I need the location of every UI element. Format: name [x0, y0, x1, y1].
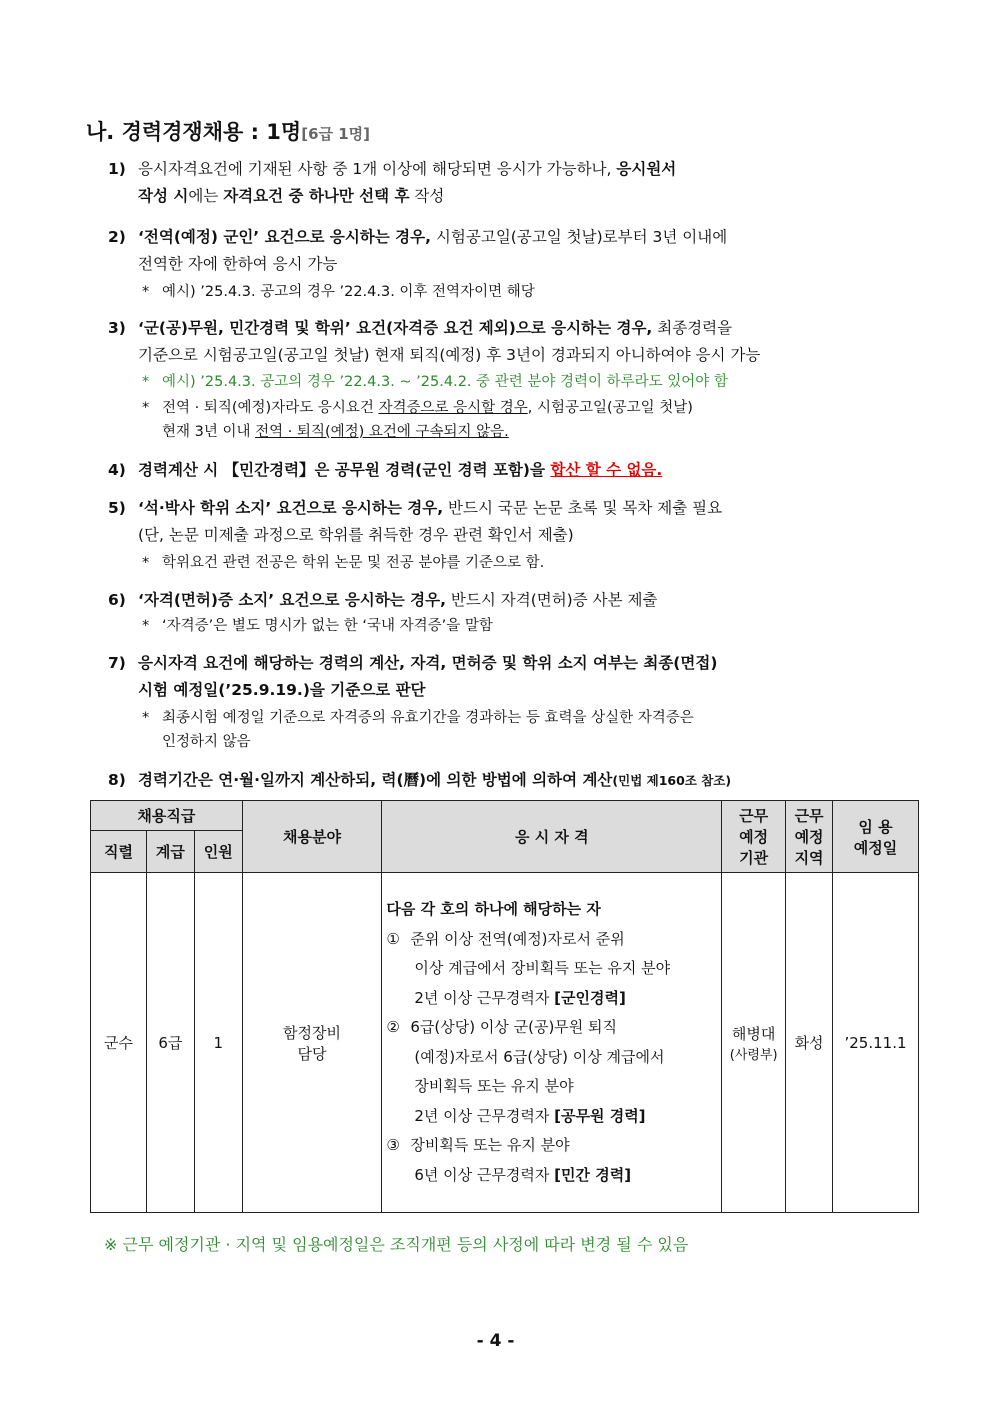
item-3-note	[142, 396, 922, 444]
qual-text: 2년 이상 근무경력자	[414, 988, 555, 1007]
note-text: ‘자격증’은 별도 명시가 없는 한 ‘국내 자격증’을 말함	[162, 618, 493, 634]
page-number: - 4 -	[476, 1331, 515, 1351]
item-text: 작성	[409, 187, 445, 205]
header-grade: 계급	[146, 831, 194, 873]
item-text: (단, 논문 미제출 과정으로 학위를 취득한 경우 관련 확인서 제출)	[138, 526, 574, 544]
item-text-bold: ‘군(공)무원, 민간경력 및 학위’ 요건(자격증 요건 제외)으로 응시하는 경우,	[138, 319, 653, 337]
item-7	[108, 650, 920, 704]
header-field: 채용분야	[242, 801, 382, 873]
header-date	[833, 801, 919, 873]
cell-line: 담당	[297, 1044, 327, 1063]
recruitment-table	[90, 800, 919, 1213]
note-text: 학위요건 관련 전공은 학위 논문 및 전공 분야를 기준으로 함.	[162, 555, 545, 571]
item-1	[108, 156, 920, 210]
header-line: 기관	[739, 849, 769, 867]
note-marker: *	[142, 710, 150, 726]
item-text-red: 합산 할 수 없음.	[550, 461, 663, 479]
qual-tag: [군인경력]	[554, 988, 626, 1007]
item-number: 8)	[108, 771, 126, 789]
item-5	[108, 495, 920, 549]
item-text-bold: ‘석·박사 학위 소지’ 요건으로 응시하는 경우,	[138, 499, 444, 517]
table-row	[91, 873, 919, 1213]
item-4	[108, 457, 920, 484]
qual-text: 장비획득 또는 유지 분야	[410, 1136, 570, 1154]
header-line: 근무	[739, 807, 769, 825]
note-marker: *	[142, 618, 150, 634]
item-text: 전역한 자에 한하여 응시 가능	[138, 255, 338, 273]
note-text: 현재 3년 이내	[162, 424, 256, 440]
qual-marker: ②	[386, 1018, 400, 1036]
note-marker: *	[142, 400, 150, 416]
qual-text: (예정)자로서 6급(상당) 이상 계급에서	[414, 1047, 665, 1066]
heading-title: 나. 경력경쟁채용 : 1명	[86, 120, 302, 144]
item-text-bold: ‘자격(면허)증 소지’ 요건으로 응시하는 경우,	[138, 591, 446, 609]
cell-region: 화성	[786, 873, 833, 1213]
qual-marker: ①	[386, 929, 400, 948]
item-number: 5)	[108, 499, 126, 517]
item-5-note	[142, 551, 922, 575]
note-text: 인정하지 않음	[162, 734, 251, 750]
item-text-bold: 경력기간은 연·월·일까지 계산하되, 력(曆)에 의한 방법에 의하여 계산	[138, 771, 613, 789]
item-number: 1)	[108, 160, 126, 178]
header-line: 예정일	[853, 838, 898, 857]
section-heading	[86, 116, 370, 146]
qual-text: 준위 이상 전역(예정)자로서 준위	[410, 929, 625, 948]
qual-marker: ③	[386, 1136, 400, 1154]
cell-grade: 6급	[146, 873, 194, 1213]
cell-line: (사령부)	[729, 1047, 778, 1063]
note-text: 전역 · 퇴직(예정)자라도 응시요건	[162, 400, 379, 416]
item-text: 시험공고일(공고일 첫날)로부터 3년 이내에	[431, 228, 728, 246]
item-2	[108, 224, 920, 278]
header-group: 채용직급	[91, 801, 243, 831]
item-8	[108, 767, 920, 794]
header-line: 임 용	[858, 817, 893, 836]
item-text-bold: 응시자격 요건에 해당하는 경력의 계산, 자격, 면허증 및 학위 소지 여부는 최종(면접)	[138, 654, 718, 672]
header-count: 인원	[194, 831, 242, 873]
item-number: 2)	[108, 228, 126, 246]
item-6	[108, 587, 920, 614]
header-line: 예정	[794, 828, 824, 846]
qual-tag: [민간 경력]	[554, 1165, 632, 1184]
header-line: 지역	[794, 849, 824, 867]
note-text: 최종시험 예정일 기준으로 자격증의 유효기간을 경과하는 등 효력을 상실한 자격증은	[162, 710, 694, 726]
item-number: 4)	[108, 461, 126, 479]
note-marker: *	[142, 374, 150, 390]
item-2-note	[142, 280, 922, 304]
qual-title: 다음 각 호의 하나에 해당하는 자	[386, 900, 601, 918]
cell-line: 함정장비	[283, 1023, 342, 1042]
header-line: 예정	[739, 828, 769, 846]
note-text: 예시) ’25.4.3. 공고의 경우 ’22.4.3. ~ ’25.4.2. 중 관련 분야 경력이 하루라도 있어야 함	[162, 374, 728, 390]
item-number: 6)	[108, 591, 126, 609]
item-text-bold: 시험 예정일(’25.9.19.)을 기준으로 판단	[138, 681, 426, 699]
note-marker: *	[142, 284, 150, 300]
item-text: 반드시 자격(면허)증 사본 제출	[445, 591, 658, 609]
item-text-bold: 자격요건 중 하나만 선택 후	[223, 187, 410, 205]
cell-field	[242, 873, 382, 1213]
item-7-note	[142, 706, 922, 754]
item-text-bold: ‘전역(예정) 군인’ 요건으로 응시하는 경우,	[138, 228, 431, 246]
cell-qualification	[382, 873, 722, 1213]
header-region	[786, 801, 833, 873]
item-text: 최종경력을	[652, 319, 733, 337]
cell-date: ’25.11.1	[833, 873, 919, 1213]
header-line: 근무	[794, 807, 824, 825]
cell-count: 1	[194, 873, 242, 1213]
item-3	[108, 315, 920, 369]
note-text: 예시) ’25.4.3. 공고의 경우 ’22.4.3. 이후 전역자이면 해당	[162, 284, 535, 300]
cell-organization	[722, 873, 786, 1213]
item-number: 7)	[108, 654, 126, 672]
item-text-bold: 작성 시	[138, 187, 189, 205]
header-organization	[722, 801, 786, 873]
item-6-note	[142, 614, 922, 638]
qual-text: 6급(상당) 이상 군(공)무원 퇴직	[410, 1018, 618, 1036]
cell-series: 군수	[91, 873, 147, 1213]
qual-tag: [공무원 경력]	[554, 1106, 646, 1125]
qual-text: 6년 이상 근무경력자	[414, 1165, 555, 1184]
header-series: 직렬	[91, 831, 147, 873]
item-text: 응시자격요건에 기재된 사항 중 1개 이상에 해당되면 응시가 가능하나,	[138, 160, 617, 178]
note-text-underlined: 전역 · 퇴직(예정) 요건에 구속되지 않음.	[255, 424, 509, 440]
footer-note: ※ 근무 예정기관 · 지역 및 임용예정일은 조직개편 등의 사정에 따라 변경 될 수 있음	[104, 1235, 689, 1254]
qual-text: 장비획득 또는 유지 분야	[414, 1077, 574, 1095]
item-text: 에는	[188, 187, 224, 205]
note-text: , 시험공고일(공고일 첫날)	[527, 400, 693, 416]
header-qualification: 응 시 자 격	[382, 801, 722, 873]
item-number: 3)	[108, 319, 126, 337]
qual-text: 2년 이상 근무경력자	[414, 1106, 555, 1125]
note-marker: *	[142, 555, 150, 571]
item-text-small: (민법 제160조 참조)	[612, 773, 732, 788]
item-text: 기준으로 시험공고일(공고일 첫날) 현재 퇴직(예정) 후 3년이 경과되지 아니하여야 응시 가능	[138, 346, 761, 364]
qual-text: 이상 계급에서 장비획득 또는 유지 분야	[414, 959, 671, 977]
item-text: 반드시 국문 논문 초록 및 목차 제출 필요	[443, 499, 723, 517]
item-text-bold: 응시원서	[616, 160, 677, 178]
item-text-bold: 경력계산 시 【민간경력】은 공무원 경력(군인 경력 포함)을	[138, 461, 551, 479]
item-3-note-example	[142, 370, 922, 394]
note-text-underlined: 자격증으로 응시할 경우	[378, 400, 528, 416]
heading-sub: [6급 1명]	[301, 125, 371, 143]
cell-line: 해병대	[731, 1024, 776, 1043]
